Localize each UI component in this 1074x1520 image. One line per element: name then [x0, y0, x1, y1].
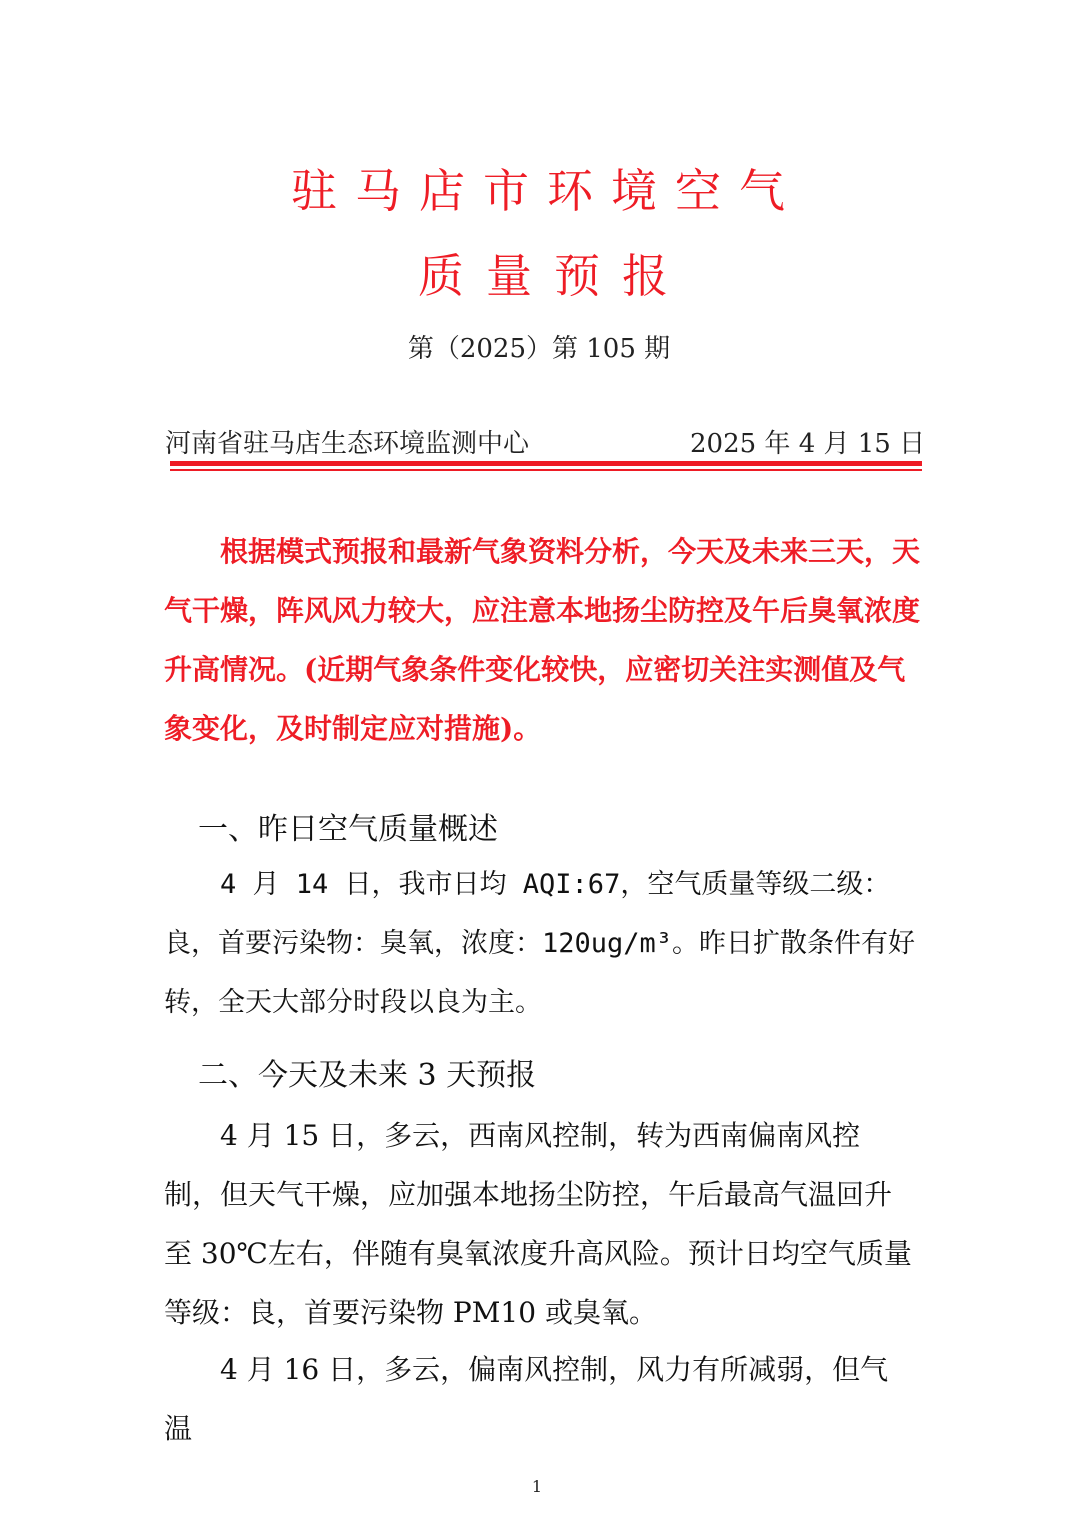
- page-number: 1: [531, 1477, 543, 1496]
- forecast-day2-paragraph: 4 月 16 日，多云，偏南风控制，风力有所减弱，但气温: [164, 1353, 889, 1445]
- section-heading-yesterday: 一、昨日空气质量概述: [198, 812, 498, 847]
- issue-number: 第（2025）第 105 期: [407, 334, 671, 364]
- document-title-line2: 质量预报: [418, 249, 690, 303]
- yesterday-overview-paragraph: 4 月 14 日，我市日均 AQI:67，空气质量等级二级：良，首要污染物：臭氧，浓度：120ug/m³。昨日扩散条件有好转，全天大部分时段以良为主。: [164, 869, 916, 1018]
- document-title-line1: 驻马店市环境空气: [291, 164, 803, 218]
- issue-date: 2025 年 4 月 15 日: [690, 429, 926, 459]
- forecast-day1-paragraph: 4 月 15 日，多云，西南风控制，转为西南偏南风控制，但天气干燥，应加强本地扬尘防控，午后最高气温回升至 30℃左右，伴随有臭氧浓度升高风险。预计日均空气质量等级：良，首要污染物 PM10 或臭氧。: [164, 1119, 912, 1329]
- forecast-summary: 根据模式预报和最新气象资料分析，今天及未来三天，天气干燥，阵风风力较大，应注意本地扬尘防控及午后臭氧浓度升高情况。(近期气象条件变化较快，应密切关注实测值及气象变化，及时制定应对措施)。: [164, 535, 921, 745]
- header-divider-thick: [170, 461, 922, 466]
- header-divider-thin: [170, 469, 922, 471]
- issuing-organization: 河南省驻马店生态环境监测中心: [165, 429, 530, 459]
- section-heading-forecast: 二、今天及未来 3 天预报: [198, 1058, 537, 1093]
